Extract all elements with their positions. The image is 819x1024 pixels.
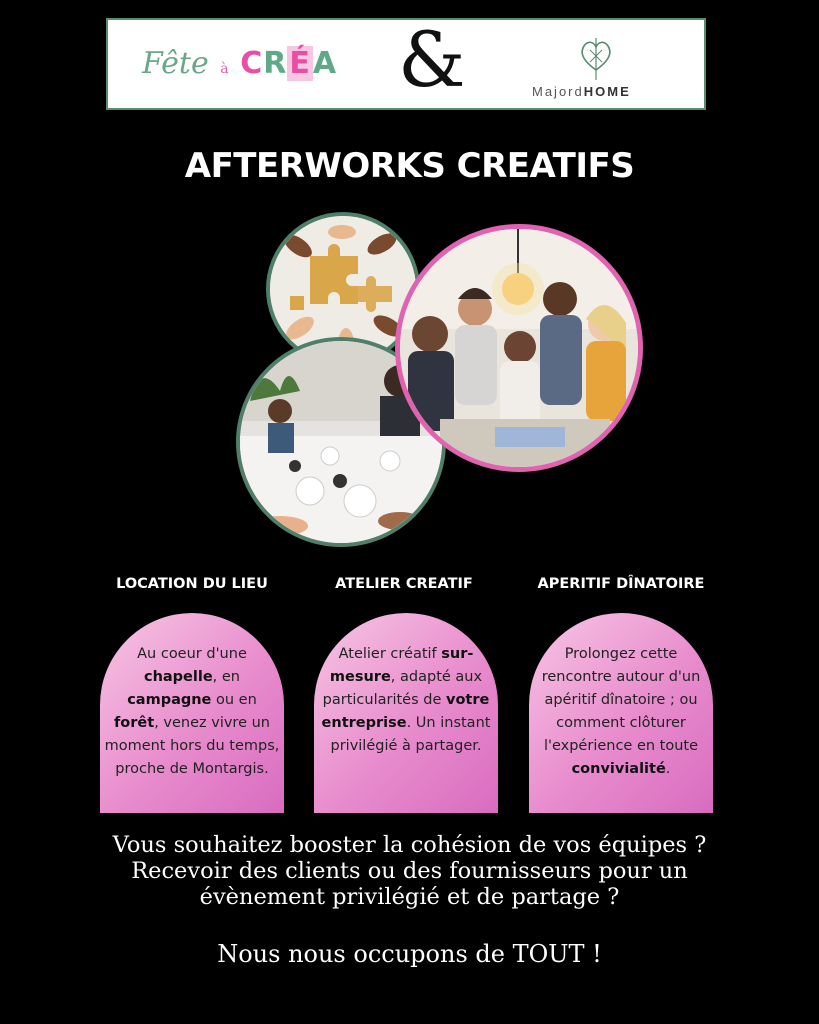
col-aperitif-heading: APERITIF DÎNATOIRE (537, 576, 705, 592)
slogan-text: Vous souhaitez booster la cohésion de vos équipes ? Recevoir des clients ou des fournisseurs pour un évènement privilégié et de partage ? (112, 832, 707, 910)
fete-a-crea-logo (142, 46, 337, 81)
call-to-action: Nous nous occupons de TOUT ! (217, 940, 602, 968)
page-title: AFTERWORKS CREATIFS (184, 146, 635, 186)
logo-a-text: à (220, 61, 229, 77)
col-atelier-heading: ATELIER CREATIF (335, 576, 473, 592)
col-location-heading: LOCATION DU LIEU (116, 576, 268, 592)
majordhome-logo-text: MajordHOME (532, 84, 631, 99)
logo-fete-text: Fête (142, 46, 209, 81)
team-people-photo (395, 224, 643, 472)
logo-crea-text: CRÉA (240, 46, 338, 81)
majordhome-heart-icon (576, 32, 616, 82)
ampersand: & (398, 15, 466, 104)
header-banner (106, 15, 706, 110)
aperitif-card: Prolongez cette rencontre autour d'un apéritif dînatoire ; ou comment clôturer l'expérience en toute convivialité. (529, 613, 713, 813)
atelier-card: Atelier créatif sur-mesure, adapté aux particularités de votre entreprise. Un instant privilégié à partager. (314, 613, 498, 813)
location-card: Au coeur d'une chapelle, en campagne ou en forêt, venez vivre un moment hors du temps, proche de Montargis. (100, 613, 284, 813)
